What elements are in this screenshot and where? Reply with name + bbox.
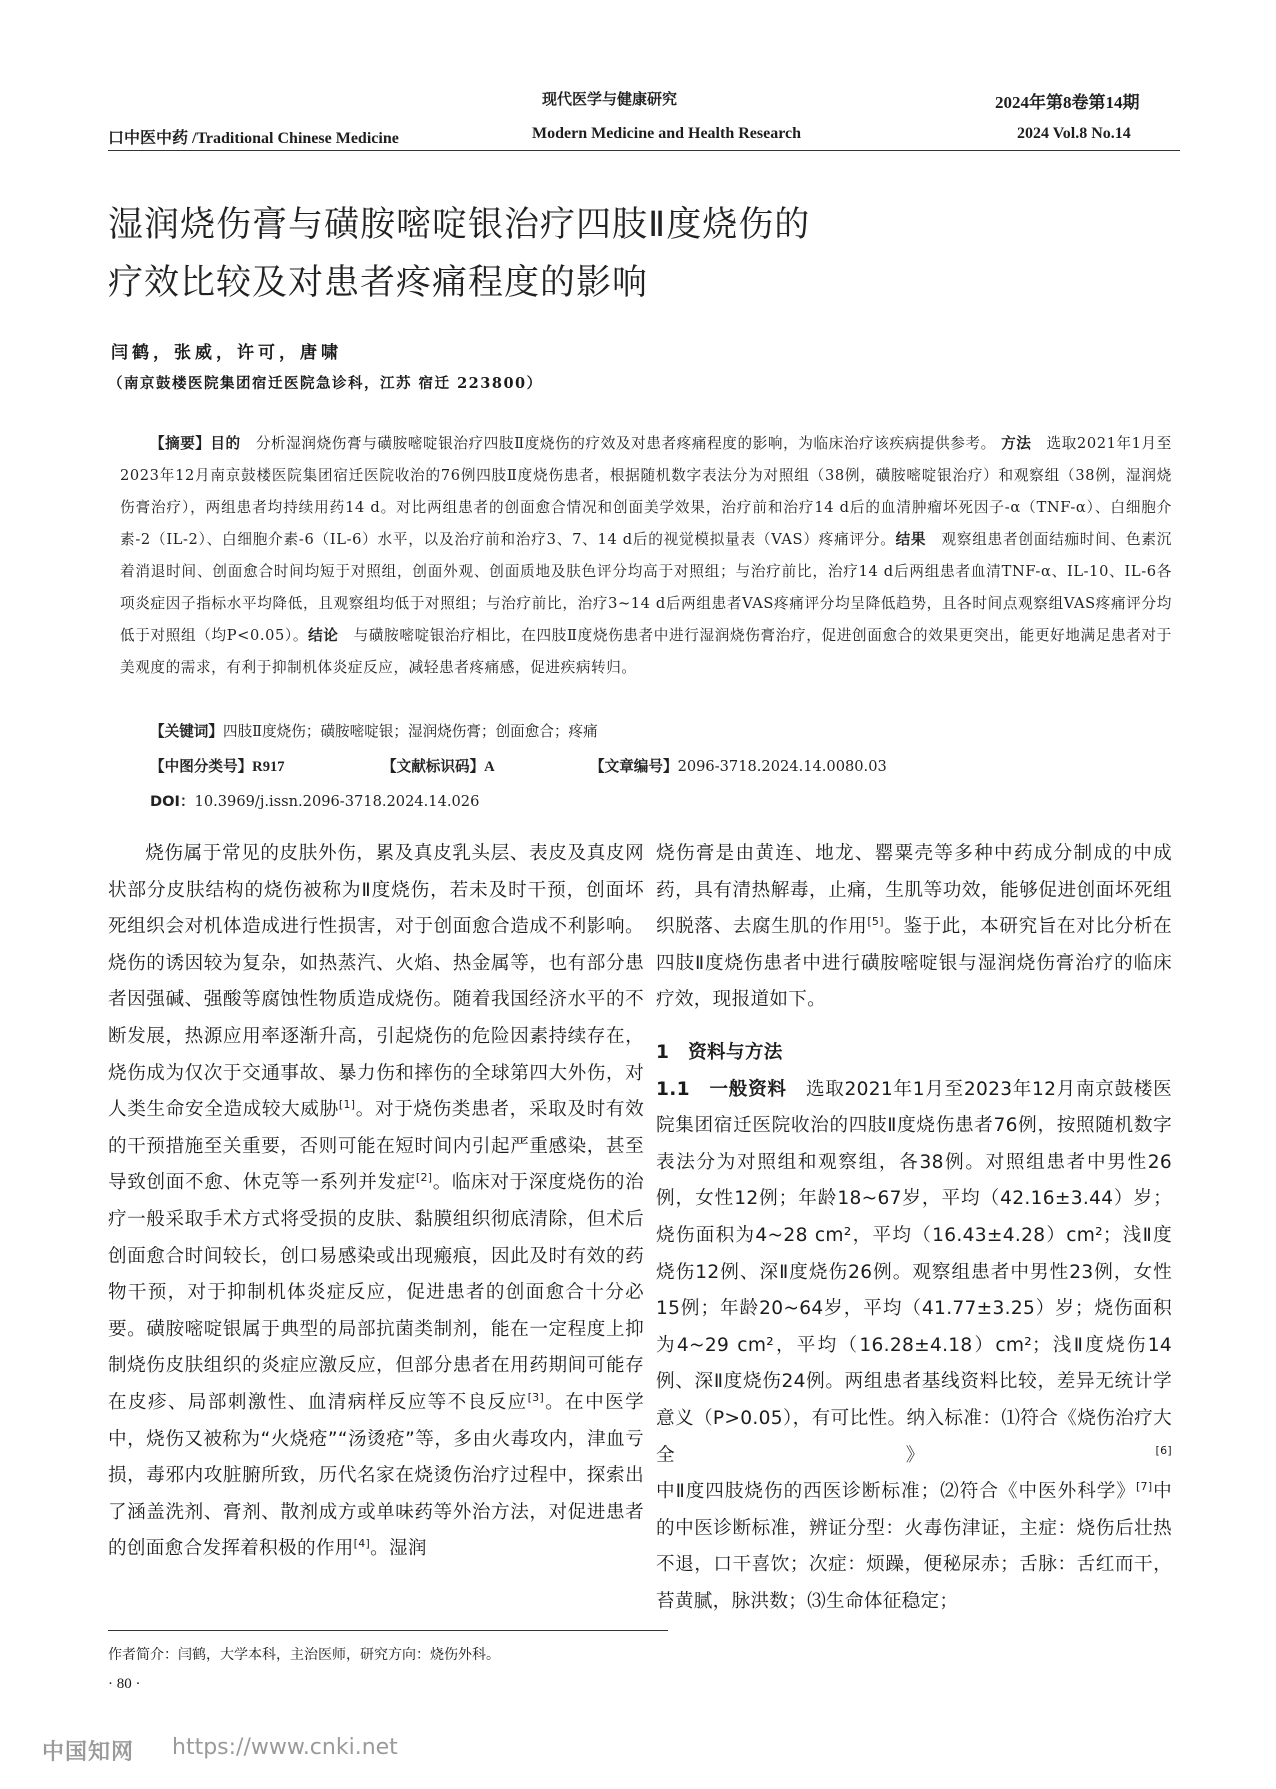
citation[interactable]: [4] [353,1537,371,1551]
affiliation: （南京鼓楼医院集团宿迁医院急诊科，江苏 宿迁 223800） [108,375,543,392]
cnki-url[interactable]: https://www.cnki.net [172,1735,398,1760]
section-heading: 1 资料与方法 [656,1041,783,1063]
footnote-rule [108,1630,668,1631]
text-run: 。在中医学中，烧伤又被称为“火烧疮”“汤烫疮”等，多由火毒攻内，津血亏损，毒邪内攻脏腑所致，历代名家在烧烫伤治疗过程中，探索出了涵盖洗剂、膏剂、散剂成方或单味药等外治方法，对促进患者的创面愈合发挥着积极的作用 [108,1391,644,1560]
clc-value: R917 [252,759,285,775]
conclusion-label: 结论 [308,627,339,644]
article-no-value: 2096-3718.2024.14.0080.03 [677,758,887,775]
text-run: 烧伤膏是由黄连、地龙、罂粟壳等多种中药成分制成的中成药，具有清热解毒，止痛，生肌等功效，能够促进创面坏死组织脱落、去腐生肌的作用 [656,843,1172,938]
text-run: 。临床对于深度烧伤的治疗一般采取手术方式将受损的皮肤、黏膜组织彻底清除，但术后创面愈合时间较长，创口易感染或出现瘢痕，因此及时有效的药物干预，对于抑制机体炎症反应，促进患者的创面愈合十分必要。磺胺嘧啶银属于典型的局部抗菌类制剂，能在一定程度上抑制烧伤皮肤组织的炎症应激反应，但部分患者在用药期间可能存在皮疹、局部刺激性、血清病样反应等不良反应 [108,1172,644,1413]
clc-label: 【中图分类号】 [150,758,253,775]
doi [150,790,479,811]
issue-cn: 2024年第8卷第14期 [995,93,1140,112]
issue-en: 2024 Vol.8 No.14 [1017,125,1131,142]
body-right-column [656,836,1172,1620]
text-run: 烧伤属于常见的皮肤外伤，累及真皮乳头层、表皮及真皮网状部分皮肤结构的烧伤被称为Ⅱ度烧伤，若未及时干预，创面坏死组织会对机体造成进行性损害，对于创面愈合造成不利影响。烧伤的诱因较为复杂，如热蒸汽、火焰、热金属等，也有部分患者因强碱、强酸等腐蚀性物质造成烧伤。随着我国经济水平的不断发展，热源应用率逐渐升高，引起烧伤的危险因素持续存在，烧伤成为仅次于交通事故、暴力伤和摔伤的全球第四大外伤，对人类生命安全造成较大威胁 [108,843,644,1121]
cnki-logo: 中国知网 [42,1740,135,1765]
clc-number [150,755,285,776]
article-number [590,755,887,776]
journal-name-cn: 现代医学与健康研究 [542,90,678,108]
doi-value: 10.3969/j.issn.2096-3718.2024.14.026 [194,793,480,810]
citation[interactable]: [5] [867,915,884,928]
article-title-line2: 疗效比较及对患者疼痛程度的影响 [108,263,649,303]
keywords [150,720,598,741]
text-run: 。对于烧伤类患者，采取及时有效的干预措施至关重要，否则可能在短时间内引起严重感染，甚至导致创面不愈、休克等一系列并发症 [108,1099,644,1194]
text-run: 。鉴于此，本研究旨在对比分析在四肢Ⅱ度烧伤患者中进行磺胺嘧啶银与湿润烧伤膏治疗的临床疗效，现报道如下。 [656,916,1172,1011]
abstract [120,428,1172,684]
body-left-column [108,836,644,1568]
keywords-label: 【关键词】 [150,723,223,740]
text-run: 中Ⅱ度四肢烧伤的西医诊断标准；⑵符合《中医外科学》 [656,1481,1136,1503]
doc-value: A [484,759,495,775]
citation[interactable]: [2] [415,1171,433,1185]
text-run: 。湿润 [370,1538,427,1560]
article-no-label: 【文章编号】 [590,758,678,775]
abstract-results: 观察组患者创面结痂时间、色素沉着消退时间、创面愈合时间均短于对照组，创面外观、创面质地及肤色评分均高于对照组；与治疗前比，治疗14 d后两组患者血清TNF-α、IL-10、IL-6各项炎症因子指标水平均降低，且观察组均低于对照组；与治疗前比，治疗3~14 d后两组患者VAS疼痛评分均呈降低趋势，且各时间点观察组VAS疼痛评分均低于对照组（均P<0.05）。 [120,531,1172,644]
methods-label: 方法 [1001,435,1032,452]
article-title-line1: 湿润烧伤膏与磺胺嘧啶银治疗四肢Ⅱ度烧伤的 [108,205,811,245]
results-label: 结果 [895,531,927,548]
paragraph [656,836,1172,1019]
citation[interactable]: [7] [1135,1479,1153,1493]
paragraph [108,836,644,1568]
subsection-heading: 1.1 一般资料 [656,1078,787,1100]
text-run: 选取2021年1月至2023年12月南京鼓楼医院集团宿迁医院收治的四肢Ⅱ度烧伤患者76例，按照随机数字表法分为对照组和观察组，各38例。对照组患者中男性26例，女性12例；年龄18~67岁，平均（42.16±3.44）岁；烧伤面积为4~28 cm²，平均（16.43±4.28）cm²；浅Ⅱ度烧伤12例、深Ⅱ度烧伤26例。观察组患者中男性23例，女性15例；年龄20~64岁，平均（41.77±3.25）岁；烧伤面积为4~29 cm²，平均（16.28±4.18）cm²；浅Ⅱ度烧伤14例、深Ⅱ度烧伤24例。两组患者基线资料比较，差异无统计学意义（P>0.05），有可比性。纳入标准：⑴符合《烧伤治疗大全》 [656,1078,1173,1466]
section-label: 口中医中药 /Traditional Chinese Medicine [108,130,399,147]
abstract-label: 【摘要】 [150,435,211,452]
citation[interactable]: [3] [527,1390,545,1404]
page-number: · 80 · [108,1676,141,1692]
document-code [382,755,495,776]
abstract-methods: 选取2021年1月至2023年12月南京鼓楼医院集团宿迁医院收治的76例四肢Ⅱ度烧伤患者，根据随机数字表法分为对照组（38例，磺胺嘧啶银治疗）和观察组（38例，湿润烧伤膏治疗），两组患者均持续用药14 d。对比两组患者的创面愈合情况和创面美学效果，治疗前和治疗14 d后的血清肿瘤坏死因子-α（TNF-α）、白细胞介素-2（IL-2）、白细胞介素-6（IL-6）水平，以及治疗前和治疗3、7、14 d后的视觉模拟量表（VAS）疼痛评分。 [120,435,1172,548]
abstract-objective: 分析湿润烧伤膏与磺胺嘧啶银治疗四肢Ⅱ度烧伤的疗效及对患者疼痛程度的影响，为临床治疗该疾病提供参考。 [255,435,996,452]
author-footnote: 作者简介：闫鹤，大学本科，主治医师，研究方向：烧伤外科。 [108,1647,500,1663]
text-run: 中的中医诊断标准，辨证分型：火毒伤津证，主症：烧伤后壮热不退，口干喜饮；次症：烦躁，便秘尿赤；舌脉：舌红而干，苔黄腻，脉洪数；⑶生命体征稳定； [656,1481,1172,1612]
objective-label: 目的 [210,435,241,452]
header-rule [108,150,1180,151]
citation[interactable]: [1] [338,1097,356,1111]
paragraph [656,1072,1172,1621]
abstract-conclusion: 与磺胺嘧啶银治疗相比，在四肢Ⅱ度烧伤患者中进行湿润烧伤膏治疗，促进创面愈合的效果更突出，能更好地满足患者对于美观度的需求，有利于抑制机体炎症反应，减轻患者疼痛感，促进疾病转归。 [120,627,1172,676]
citation[interactable]: [6] [1155,1443,1172,1457]
keywords-value: 四肢Ⅱ度烧伤；磺胺嘧啶银；湿润烧伤膏；创面愈合；疼痛 [222,723,598,740]
authors: 闫鹤，张威，许可，唐啸 [111,343,342,363]
doi-label: DOI： [150,793,195,810]
doc-label: 【文献标识码】 [382,758,485,775]
journal-name-en: Modern Medicine and Health Research [532,125,802,142]
